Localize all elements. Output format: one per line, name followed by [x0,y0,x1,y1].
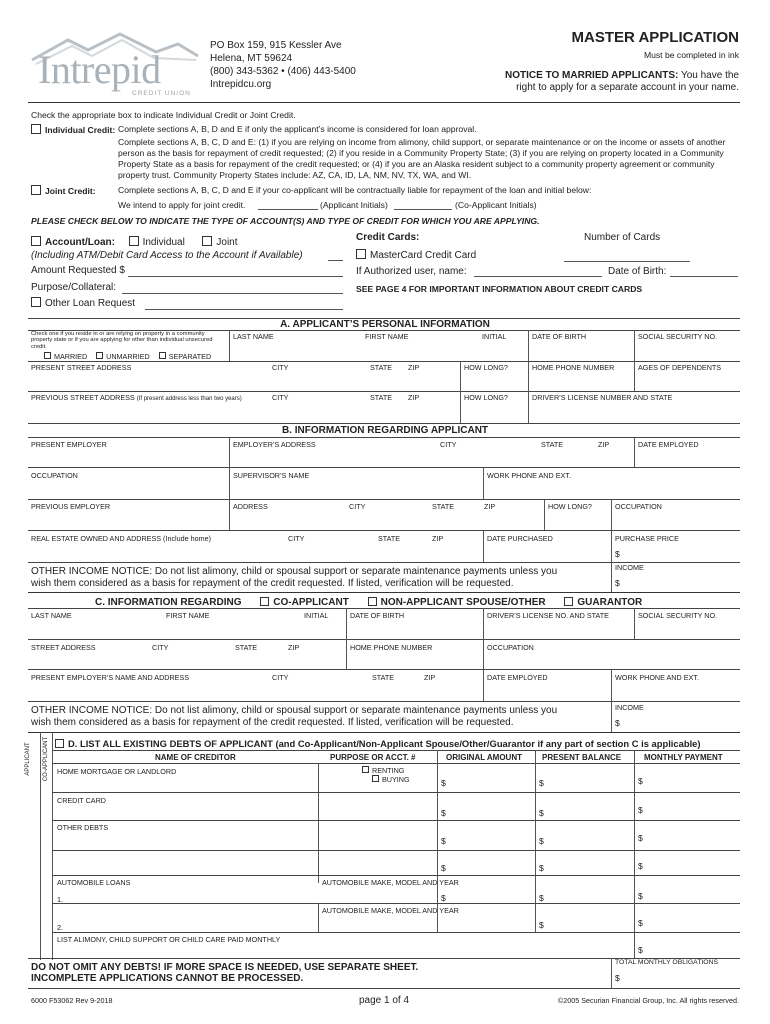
b-city-label: CITY [440,440,457,449]
individual-checkbox[interactable] [129,236,139,246]
joint-credit-text: Complete sections A, B, C, D and E if your co-applicant will be contractually liable for repayment of the loan and initial below: [118,185,592,195]
community-property-note: Check one if you reside in or are relying on property in a community property state or if you are applying for other than individual unsecured credit. [31,331,213,350]
other-debts-label: OTHER DEBTS [57,823,109,832]
employers-address-label: EMPLOYER’S ADDRESS [233,440,316,449]
married-notice: NOTICE TO MARRIED APPLICANTS: You have the [505,70,739,81]
first-name-label: FIRST NAME [365,332,409,341]
c-street-label: STREET ADDRESS [31,643,96,652]
c-employer-city-label: CITY [272,673,289,682]
how-long-label: HOW LONG? [464,363,508,372]
prev-state-label: STATE [370,393,393,402]
prev-how-long-label: HOW LONG? [464,393,508,402]
automobile-loans-label: AUTOMOBILE LOANS [57,878,131,887]
prev-zip-label: ZIP [408,393,420,402]
auto1-payment-dollar: $ [638,891,643,901]
individual-credit-row: Individual Credit: [31,124,115,135]
authorized-user-field[interactable] [474,276,602,277]
prev-employer-zip-label: ZIP [484,502,496,511]
phone-numbers: (800) 343-5362 • (406) 443-5400 [210,66,356,77]
other-loan-field[interactable] [145,309,343,310]
home-mortgage-label: HOME MORTGAGE OR LANDLORD [57,767,177,776]
cc-balance-dollar: $ [539,808,544,818]
other-payment-dollar-2: $ [638,861,643,871]
section-c-title-row: C. INFORMATION REGARDING CO-APPLICANT NON-APPLICANT SPOUSE/OTHER GUARANTOR [95,597,643,608]
auto2-payment-dollar: $ [638,918,643,928]
cc-payment-dollar: $ [638,805,643,815]
present-street-label: PRESENT STREET ADDRESS [31,363,132,372]
number-of-cards-field[interactable] [564,261,690,262]
c-income-label: INCOME [615,703,644,712]
other-income-notice-line-2: wish them considered as a basis for repayment of the credit requested. If listed, verification will be requested. [31,578,514,589]
c-occupation-label: OCCUPATION [487,643,534,652]
married-checkbox[interactable] [44,352,51,359]
prev-city-label: CITY [272,393,289,402]
name-of-creditor-header: NAME OF CREDITOR [155,753,236,762]
auto1-original-dollar: $ [441,893,446,903]
amount-requested-label: Amount Requested $ [31,265,125,276]
b-income-dollar: $ [615,578,620,588]
c-initial-label: INITIAL [304,611,329,620]
applicant-vertical-label: APPLICANT [25,742,31,776]
total-monthly-dollar: $ [615,973,620,983]
real-estate-city-label: CITY [288,534,305,543]
auto-2-label: 2. [57,923,63,932]
please-check-heading: PLEASE CHECK BELOW TO INDICATE THE TYPE OF ACCOUNT(S) AND TYPE OF CREDIT FOR WHICH YOU ARE APPLYING. [31,216,540,226]
c-dob-label: DATE OF BIRTH [350,611,405,620]
c-income-dollar: $ [615,718,620,728]
atm-note: (Including ATM/Debit Card Access to the Account if Available) [31,250,303,261]
individual-credit-text: Complete sections A, B, D and E if only the applicant’s income is considered for loan approval. [118,124,477,134]
mortgage-payment-dollar: $ [638,776,643,786]
other-loan-row: Other Loan Request [31,297,135,309]
date-purchased-label: DATE PURCHASED [487,534,553,543]
other-original-dollar-1: $ [441,836,446,846]
marital-status-options: MARRIED UNMARRIED SEPARATED [44,352,211,361]
real-estate-zip-label: ZIP [432,534,444,543]
zip-label: ZIP [408,363,420,372]
purchase-price-label: PURCHASE PRICE [615,534,679,543]
other-income-notice-line-1: OTHER INCOME NOTICE: Do not list alimony, child or spousal support or separate maintenance payments unless you [31,566,558,577]
dob-label: DATE OF BIRTH [532,332,587,341]
city-label: CITY [272,363,289,372]
real-estate-state-label: STATE [378,534,401,543]
b-income-label: INCOME [615,563,644,572]
section-d-checkbox[interactable] [55,739,64,748]
work-phone-label: WORK PHONE AND EXT. [487,471,571,480]
purpose-field[interactable] [122,293,343,294]
b-zip-label: ZIP [598,440,610,449]
applicant-initials-label: (Applicant Initials) [320,200,388,210]
date-employed-label: DATE EMPLOYED [638,440,699,449]
supervisor-label: SUPERVISOR’S NAME [233,471,310,480]
c-drivers-license-label: DRIVER’S LICENSE NO. AND STATE [487,611,609,620]
married-notice-line-2: right to apply for a separate account in your name. [516,82,739,93]
purpose-label: Purpose/Collateral: [31,282,117,293]
authorized-dob-field[interactable] [670,276,738,277]
check-instruction: Check the appropriate box to indicate Individual Credit or Joint Credit. [31,110,296,120]
original-amount-header: ORIGINAL AMOUNT [446,753,522,762]
c-other-income-notice-line-2: wish them considered as a basis for repayment of the credit requested. If listed, verification will be requested. [31,717,514,728]
c-first-name-label: FIRST NAME [166,611,210,620]
present-balance-header: PRESENT BALANCE [542,753,622,762]
section-a-title: A. APPLICANT’S PERSONAL INFORMATION [280,319,490,330]
alimony-payment-dollar: $ [638,945,643,955]
b-state-label: STATE [541,440,564,449]
logo-wordmark: Intrepid [38,47,161,92]
renting-option: RENTING [362,766,404,775]
co-applicant-vertical-label: CO-APPLICANT [43,736,49,782]
purchase-price-dollar: $ [615,549,620,559]
auto-1-label: 1. [57,895,63,904]
buying-checkbox[interactable] [372,775,379,782]
real-estate-label: REAL ESTATE OWNED AND ADDRESS (Include home) [31,534,211,543]
auto-make-label-1: AUTOMOBILE MAKE, MODEL AND YEAR [322,878,459,887]
cc-original-dollar: $ [441,808,446,818]
incomplete-warning: INCOMPLETE APPLICATIONS CANNOT BE PROCESSED. [31,973,304,984]
c-zip-label: ZIP [288,643,300,652]
c-ssn-label: SOCIAL SECURITY NO. [638,611,718,620]
separated-checkbox[interactable] [159,352,166,359]
see-page-4: SEE PAGE 4 FOR IMPORTANT INFORMATION ABOUT CREDIT CARDS [356,284,643,294]
auto1-balance-dollar: $ [539,893,544,903]
credit-card-label: CREDIT CARD [57,796,106,805]
joint-checkbox[interactable] [202,236,212,246]
credit-cards-label: Credit Cards: [356,232,420,243]
section-b-title: B. INFORMATION REGARDING APPLICANT [281,425,489,436]
omit-debts-warning: DO NOT OMIT ANY DEBTS! IF MORE SPACE IS NEEDED, USE SEPARATE SHEET. [31,962,419,973]
mortgage-original-dollar: $ [441,778,446,788]
section-d-title-row: D. LIST ALL EXISTING DEBTS OF APPLICANT (and Co-Applicant/Non-Applicant Spouse/Other/Guarantor if any part of section C is applicable) [55,738,701,749]
prev-employer-how-long-label: HOW LONG? [548,502,592,511]
ages-dependents-label: AGES OF DEPENDENTS [638,363,722,372]
individual-credit-checkbox[interactable] [31,124,41,134]
occupation-label: OCCUPATION [31,471,78,480]
purpose-header: PURPOSE OR ACCT. # [330,753,416,762]
state-label: STATE [370,363,393,372]
other-balance-dollar-1: $ [539,836,544,846]
unmarried-checkbox[interactable] [96,352,103,359]
auto2-balance-dollar: $ [539,920,544,930]
prev-employer-city-label: CITY [349,502,366,511]
ssn-label: SOCIAL SECURITY NO. [638,332,718,341]
prev-employer-state-label: STATE [432,502,455,511]
c-work-phone-label: WORK PHONE AND EXT. [615,673,699,682]
other-loan-checkbox[interactable] [31,297,41,307]
c-city-label: CITY [152,643,169,652]
total-monthly-label: TOTAL MONTHLY OBLIGATIONS [615,959,718,966]
logo-subtitle: CREDIT UNION [132,90,191,97]
auto-make-label-2: AUTOMOBILE MAKE, MODEL AND YEAR [322,906,459,915]
coapplicant-initials-label: (Co-Applicant Initials) [455,200,537,210]
alimony-label: LIST ALIMONY, CHILD SUPPORT OR CHILD CARE PAID MONTHLY [57,935,281,944]
c-home-phone-label: HOME PHONE NUMBER [350,643,433,652]
c-other-income-notice-line-1: OTHER INCOME NOTICE: Do not list alimony, child or spousal support or separate maintenance payments unless you [31,705,558,716]
address-line-2: Helena, MT 59624 [210,53,293,64]
page-number: page 1 of 4 [359,995,410,1006]
prev-employer-occupation-label: OCCUPATION [615,502,662,511]
mortgage-balance-dollar: $ [539,778,544,788]
other-balance-dollar-2: $ [539,863,544,873]
other-original-dollar-2: $ [441,863,446,873]
authorized-dob-label: Date of Birth: [608,266,667,277]
drivers-license-label: DRIVER’S LICENSE NUMBER AND STATE [532,393,673,402]
copyright: ©2005 Securian Financial Group, Inc. All rights reserved. [557,996,739,1005]
joint-credit-row: Joint Credit: [31,185,96,196]
account-loan-checkbox[interactable] [31,236,41,246]
renting-checkbox[interactable] [362,766,369,773]
account-loan-row: Account/Loan: Individual Joint [31,236,238,248]
applicant-initials-field[interactable] [258,209,318,210]
form-number: 6000 F53062 Rev 9-2018 [31,996,113,1005]
last-name-label: LAST NAME [233,332,274,341]
address-line-1: PO Box 159, 915 Kessler Ave [210,40,342,51]
mastercard-checkbox[interactable] [356,249,366,259]
home-phone-label: HOME PHONE NUMBER [532,363,615,372]
c-date-employed-label: DATE EMPLOYED [487,673,548,682]
website[interactable]: Intrepidcu.org [210,79,272,90]
monthly-payment-header: MONTHLY PAYMENT [644,753,723,762]
co-applicant-checkbox[interactable] [260,597,269,606]
guarantor-checkbox[interactable] [564,597,573,606]
previous-employer-label: PREVIOUS EMPLOYER [31,502,111,511]
authorized-user-label: If Authorized user, name: [356,266,467,277]
other-payment-dollar-1: $ [638,833,643,843]
prev-employer-address-label: ADDRESS [233,502,268,511]
buying-option: BUYING [372,775,410,784]
c-state-label: STATE [235,643,258,652]
mastercard-row: MasterCard Credit Card [356,249,476,261]
initial-label: INITIAL [482,332,507,341]
c-employer-address-label: PRESENT EMPLOYER’S NAME AND ADDRESS [31,673,190,682]
joint-intent: We intend to apply for joint credit. [118,200,246,210]
ink-note: Must be completed in ink [643,50,739,60]
c-employer-state-label: STATE [372,673,395,682]
individual-credit-paragraph: Complete sections A, B, C, D and E: (1) if you are relying on income from alimony, child support, or separate maintenance or on the income or assets of another person as the basis for repayment of credit requested; (2) if you reside in a Community Property State; (3) if you are relying on property located in a Community Property State as a basis for repayment of the credit requested; or (4) if you are an Alaska resident subject to a community property agreement or community property trust. Community Property States include: AZ, CA, ID, LA, NM, NV, TX, WA, and WI. [118,137,726,180]
amount-requested-field[interactable] [128,276,343,277]
joint-credit-checkbox[interactable] [31,185,41,195]
c-last-name-label: LAST NAME [31,611,72,620]
coapplicant-initials-field[interactable] [394,209,452,210]
c-employer-zip-label: ZIP [424,673,436,682]
number-of-cards-label: Number of Cards [584,232,661,243]
present-employer-label: PRESENT EMPLOYER [31,440,107,449]
page-title: MASTER APPLICATION [571,29,739,46]
atm-field-line[interactable] [328,260,343,261]
non-applicant-checkbox[interactable] [368,597,377,606]
previous-street-label: PREVIOUS STREET ADDRESS (If present address less than two years) [31,393,242,402]
header-divider [28,102,740,103]
